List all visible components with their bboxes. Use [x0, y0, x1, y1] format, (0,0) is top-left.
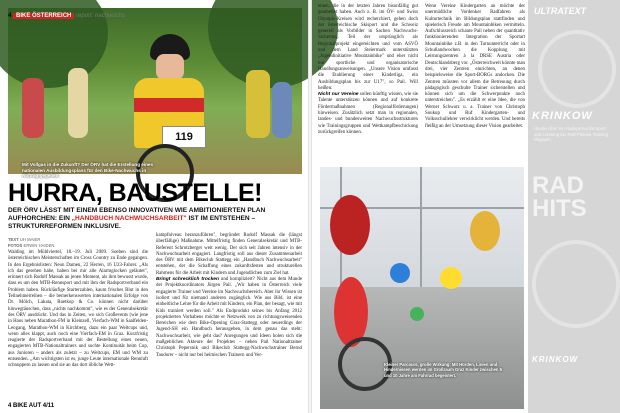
- column-3-text: einen, die in der letzten Jahren bisonfällig gut gearbeitet haben. Auch z. B. im ÖV- und Swiss Olympic-Kreisen wird recherchiert, gehen doch der österreichische Skisport und die Schweiz generell als Vorbilder in Sachen Nachwuchs-Sicherung. Teil der ursprünglich als Regionalprojekt eingereichten und vom ASVÖ und dem Land Steiermark unterstützten „Jugendinitiative Mountainbike" und eher nicht nur sportliche und organisatorische Handlungsanweisungen. „Unsere Vision umfasst die Etablierung einer Kinderliga, ein Ausbildungsplan bis zur U17", so Pail. Will heißen:: [318, 4, 418, 91]
- article-column-3: [318, 4, 418, 162]
- cone-obstacle: [440, 267, 462, 289]
- spectator-figure: [272, 82, 292, 138]
- ad-top-text: ULTRATEXT: [534, 6, 587, 16]
- young-rider: [128, 34, 208, 164]
- ad-hits: HITS: [532, 195, 587, 222]
- ad-strip[interactable]: [528, 0, 620, 413]
- section-brand: BIKE ÖSTERREICH: [13, 13, 74, 19]
- column-2-heading: Bringt schrecklich trocken: [156, 277, 220, 283]
- race-plate: 119: [162, 126, 206, 148]
- article-column-4: Wenn Vereine Kindergarten an möchte der unermüdliche Vordenker Radfahren als Kulturtechnik im Bildungsplan stattfinden und spielerisch Freude am Mountainbiken vermitteln. Aufschlussreich schaute Pail neben der quantitativ funktionierenden Integration der Sportart Mountainbike z.B. in den Turnunterricht oder in Schullandwochen die Kopplung mit Leistungszentren à la DRSE Austria oder Deutschlandsberg vor. „Österreichweit könnte man drei, vier Zentren einrichten, an denen beispielsweise die Sport-BORGs andocken. Die Zentren müssten vor allem die Betreuung durch pädagogisch geschulte Trainer sicherstellen und können sich um die Schwerpunkte noch unterstreichen". „Es erzählt er eine Idee, die von Werner Schwarz u. a. Trainer von Christoph Soukup und Ruf Kindergarten- und Volksschullehrer verwirklicht werden. Und bereits fleißig an der Umsetzung dieser Vision gearbeitet.: [425, 4, 526, 129]
- ad-small-text: Hände Über ein Radspezial für Sport und Leistung bei Rad-Fitness-Training Magazin: [534, 126, 609, 142]
- spectator-figure: [22, 78, 44, 138]
- ad-brand: KRINKOW: [532, 110, 593, 122]
- child-rider: [470, 211, 500, 251]
- column-2-text-b: und kompliziert? Nicht aus dem Munde der Projektkoordinators Jürgen Pail. „Wir haben in Österreich viele engagierte Trainer und Vereine im Nachwuchsbereich. Aber ihr Wissen ist isoliert und für niemand anderen zugänglich. Wie aus Bild, ist eine einheitliche Lehre für die Arbeit mit Kindern, ein Plan, der besagt, wie mit Kids trainiert werden soll." Als Endprodukt seines bis Anfang 2012 projektierten Vorhabens möchte er Netzwerk von zu richtungsweisenden Bereichen wie dem Bike-Opening Graz-Stattegg oder neuerdings der Jugend-SH ein Handbuch herausgeben, in dem genau das steht: Nachwuchsarbeit, wie geht das? Anregungen und Ideen holen sich die maßgeblichen Akteure der Projektes – neben Pail Nationaltrainer Christoph Pepersnik und Bikeclub Stattegg-Nachwuchstrainer Bernd Taudorer – nicht nur bei heimischen Trainern und Ver-: [156, 277, 302, 358]
- page-footer: [8, 403, 54, 409]
- foto-label: FOTOS: [8, 243, 23, 248]
- spectator-figure: [246, 70, 270, 138]
- column-3-heading: Nicht nur Vereine: [318, 92, 359, 98]
- column-2-text: kampfniveau heranzuführen", begründet Rudolf Massak die (längst überfällige) Maßnahme. Mittelfristig finden Generalsekretär und MTB-Referent Schrotzberger weit wenig. Der sich seit Jahren intensiv in der Nachwuchsarbeit engagiert. Langfristig soll aus dieser Zusammenarbeit des ÖRV mit dem Bikeclub Stattegg ein „Handbuch Nachwuchsarbeit" entstehen, der die Schaffung eines zukunftsfesten und strukturellen Rahmens für die Arbeit mit Kindern und Jugendlichen zum Ziel hat.: [156, 233, 302, 276]
- foto-author: ERWIN HAIDEN: [23, 243, 55, 248]
- article-column-1: Walding im Mühlviertel, 18.–19. Juli 2009. Soeben sind die österreichischen Meisterschaften im Cross Country zu Ende gegangen. In den Ergebnislisten: Neun Damen, 22 Herren, 16 U23-Fahrer. „Als ich das gesehen habe, haben bei mir alle Alarmglocken geläutet", erinnert sich Rudolf Massak an jenen Moment, als ihm bewusst wurde, dass es um den MTB-Rennsport und mit ihm der Radsportverband ein Problem haben. Rückläufige Starterzahlen, kaum frisches Blut in den Teilnehmerreihen – die bemerkenswerten internationalen Erfolge von Dr. Mölch, Lakata, Ruetkop & Co. können nicht darüber hinwegtäuschen, dass „nichts nachkommt", wie es der Generalsekretär des ÖRV ausdrückt. Und das in Zeiten, wo sich Großevents (wie jene in Haus neben Marathon-FM in Kleinzell, Vierfach-WM in Saalfelden-Leogang, Marathon-WM in Kirchberg, dazu ein paar Weltcups und, wenn alles klappt, auch noch eine Vierfach-EM in Graz. Kurzfristig reagierte der Radsportverband mit der Bestellung eines neuen, engagierten MTB-Nationaltrainers und suchte Kontinuität beim Cup, aus Junioren – anders als zuletzt – zu Weltcups, EM und WM zu entsenden. „Am wichtigsten ist es, junge Leute internationale Rennluft schnuppern zu lassen und sie an das dort übliche Wett-: [8, 250, 148, 369]
- page-number: 4: [8, 403, 12, 409]
- parcours-caption: Kleiner Parcours, große Wirkung: Mit Hürden, Linien und Hindernissen werden im Großraum Graz Kinder zwischen 5 und 10 Jahre am Fahrrad begeistert.: [384, 362, 502, 378]
- subtitle-highlight: „HANDBUCH NACHWUCHSARBEIT": [71, 215, 187, 223]
- article-subtitle: [8, 207, 300, 232]
- text-author: UH MAIER: [19, 237, 41, 242]
- section-report: report: nachwuchs: [76, 13, 126, 19]
- photo-caption: Mit Vollgas in die Zukunft? Der ÖRV hat die Erstellung eines nationalen Ausbildungsplans für den Bike-Nachwuchs in Auftrag gegeben.: [22, 162, 154, 179]
- text-label: TEXT: [8, 237, 19, 242]
- subtitle-pre: DER ÖRV LÄSST MIT EINEM EBENSO INNOVATIVEN WIE AMBITIONIERTEN PLAN AUFHORCHEN: EIN: [8, 207, 266, 223]
- column-3-text-b: sollen künftig wissen, wie sie Talente unterstützen können und auf konkrete Fördermaßnahmen (Regionalförderungen) hinweisen. Zusätzlich setzt man in regionalen, landes- und bundesweiten Nachwuchsstrukturen wie Trainingsgruppen und Wettkampfbeschickung zurückgreifen können.: [318, 92, 419, 135]
- rider-photo: [8, 8, 302, 179]
- ad-headline: [532, 174, 618, 220]
- article-column-2: [156, 233, 302, 398]
- page-gutter: [308, 0, 312, 413]
- credits: [8, 237, 78, 249]
- tent-pole: [420, 167, 422, 297]
- magazine-issue: BIKE AUT 4/11: [13, 403, 55, 409]
- ball-obstacle: [390, 263, 410, 283]
- ball-obstacle: [410, 307, 424, 321]
- subtitle-post: IST IM ENTSTEHEN – STRUKTURREFORMEN INKLUSIVE.: [8, 215, 256, 231]
- rider-face: [156, 54, 184, 80]
- section-number: 4: [8, 13, 12, 19]
- spectator-figure: [68, 68, 88, 138]
- ad-rad: RAD: [532, 172, 584, 199]
- ad-circle: [532, 240, 620, 328]
- article-title: HURRA, BAUSTELLE!: [8, 179, 262, 207]
- page-header: [8, 11, 298, 21]
- child-rider: [330, 195, 370, 255]
- ad-circle: [538, 30, 616, 108]
- ad-brand-bottom: KRINKOW: [532, 355, 579, 364]
